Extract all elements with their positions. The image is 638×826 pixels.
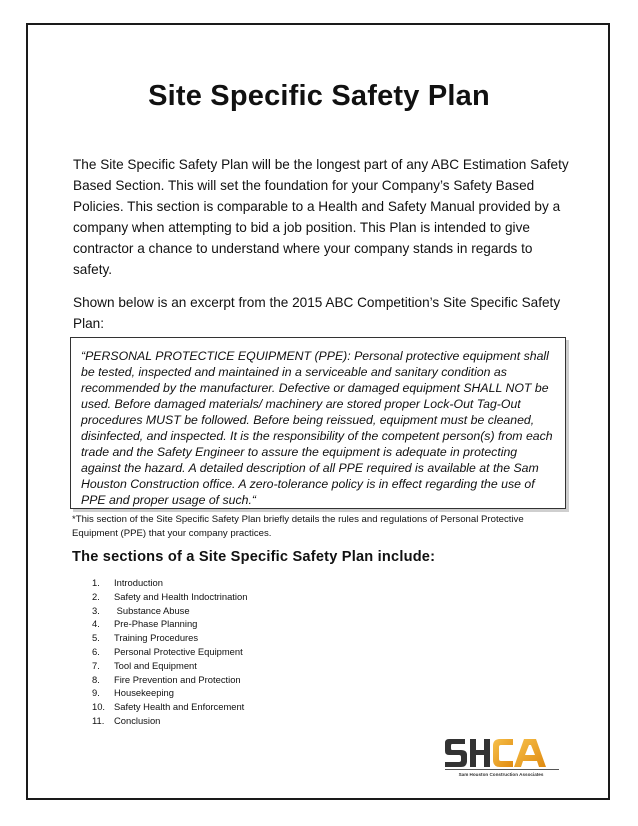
logo-tagline: Sam Houston Construction Associates	[458, 772, 544, 777]
page-title: Site Specific Safety Plan	[148, 80, 490, 112]
list-item	[92, 700, 247, 714]
list-item	[92, 645, 247, 659]
sections-heading: The sections of a Site Specific Safety Plan include:	[72, 549, 436, 565]
list-item	[92, 590, 247, 604]
list-item-label: Safety and Health Indoctrination	[114, 590, 248, 602]
list-item-number: 7.	[92, 659, 100, 671]
list-item-number: 1.	[92, 577, 100, 588]
intro-paragraph: The Site Specific Safety Plan will be the longest part of any ABC Estimation Safety Based Section. This will set the foundation for your Company’s Safety Based Policies. This section is comparable to a Health and Safety Manual provided by a company when attempting to bid a job position. This Plan is intended to give contractor a chance to understand where your company stands in regards to safety.	[73, 157, 569, 277]
list-item-number: 8.	[92, 673, 100, 685]
list-item-number: 3.	[92, 604, 100, 616]
list-item	[92, 576, 247, 590]
list-item-label: Introduction	[114, 577, 163, 588]
list-item	[92, 673, 247, 687]
list-item-number: 4.	[92, 618, 100, 630]
list-item-label: Fire Prevention and Protection	[114, 673, 241, 685]
list-item-label: Pre-Phase Planning	[114, 618, 198, 630]
list-item-label: Training Procedures	[114, 632, 199, 644]
list-item	[92, 631, 247, 645]
list-item-label: Safety Health and Enforcement	[114, 701, 245, 713]
list-item-label: Tool and Equipment	[114, 659, 197, 671]
list-item	[92, 604, 247, 618]
list-item	[92, 659, 247, 673]
excerpt-intro: Shown below is an excerpt from the 2015 ABC Competition’s Site Specific Safety Plan:	[73, 295, 561, 331]
list-item-label: Housekeeping	[114, 687, 174, 699]
list-item-number: 10.	[92, 701, 106, 713]
list-item-number: 5.	[92, 632, 100, 644]
list-item-label: Conclusion	[114, 714, 161, 726]
list-item-label: Substance Abuse	[114, 604, 190, 616]
ppe-quote-box	[70, 337, 566, 509]
list-item-label: Personal Protective Equipment	[114, 645, 243, 657]
list-item-number: 2.	[92, 590, 100, 602]
shca-logo	[443, 733, 563, 779]
list-item	[92, 617, 247, 631]
ppe-quote-text: “PERSONAL PROTECTICE EQUIPMENT (PPE): Personal protective equipment shall be tested, inspected and maintained in a serviceable and sanitary condition as recommended by the manufacturer. Defective or damaged equipment SHALL NOT be used. Before damaged materials/ machinery are stored proper Lock-Out Tag-Out procedures MUST be followed. Before being reissued, equipment must be cleaned, disinfected, and inspected. It is the responsibility of the competent person(s) from each trade and the Safety Engineer to assure the equipment is adequate in protecting against the hazard. A detailed description of all PPE required is available at the Sam Houston Construction office. A zero-tolerance policy is in effect regarding the use of PPE and proper usage of such.“	[81, 349, 553, 507]
list-item	[92, 686, 247, 700]
list-item-number: 9.	[92, 687, 100, 699]
sections-list	[92, 576, 247, 728]
list-item-number: 6.	[92, 645, 100, 657]
footnote: *This section of the Site Specific Safety Plan briefly details the rules and regulations of Personal Protective Equipment (PPE) that your company practices.	[72, 514, 524, 539]
list-item	[92, 714, 247, 728]
list-item-number: 11.	[92, 714, 105, 726]
